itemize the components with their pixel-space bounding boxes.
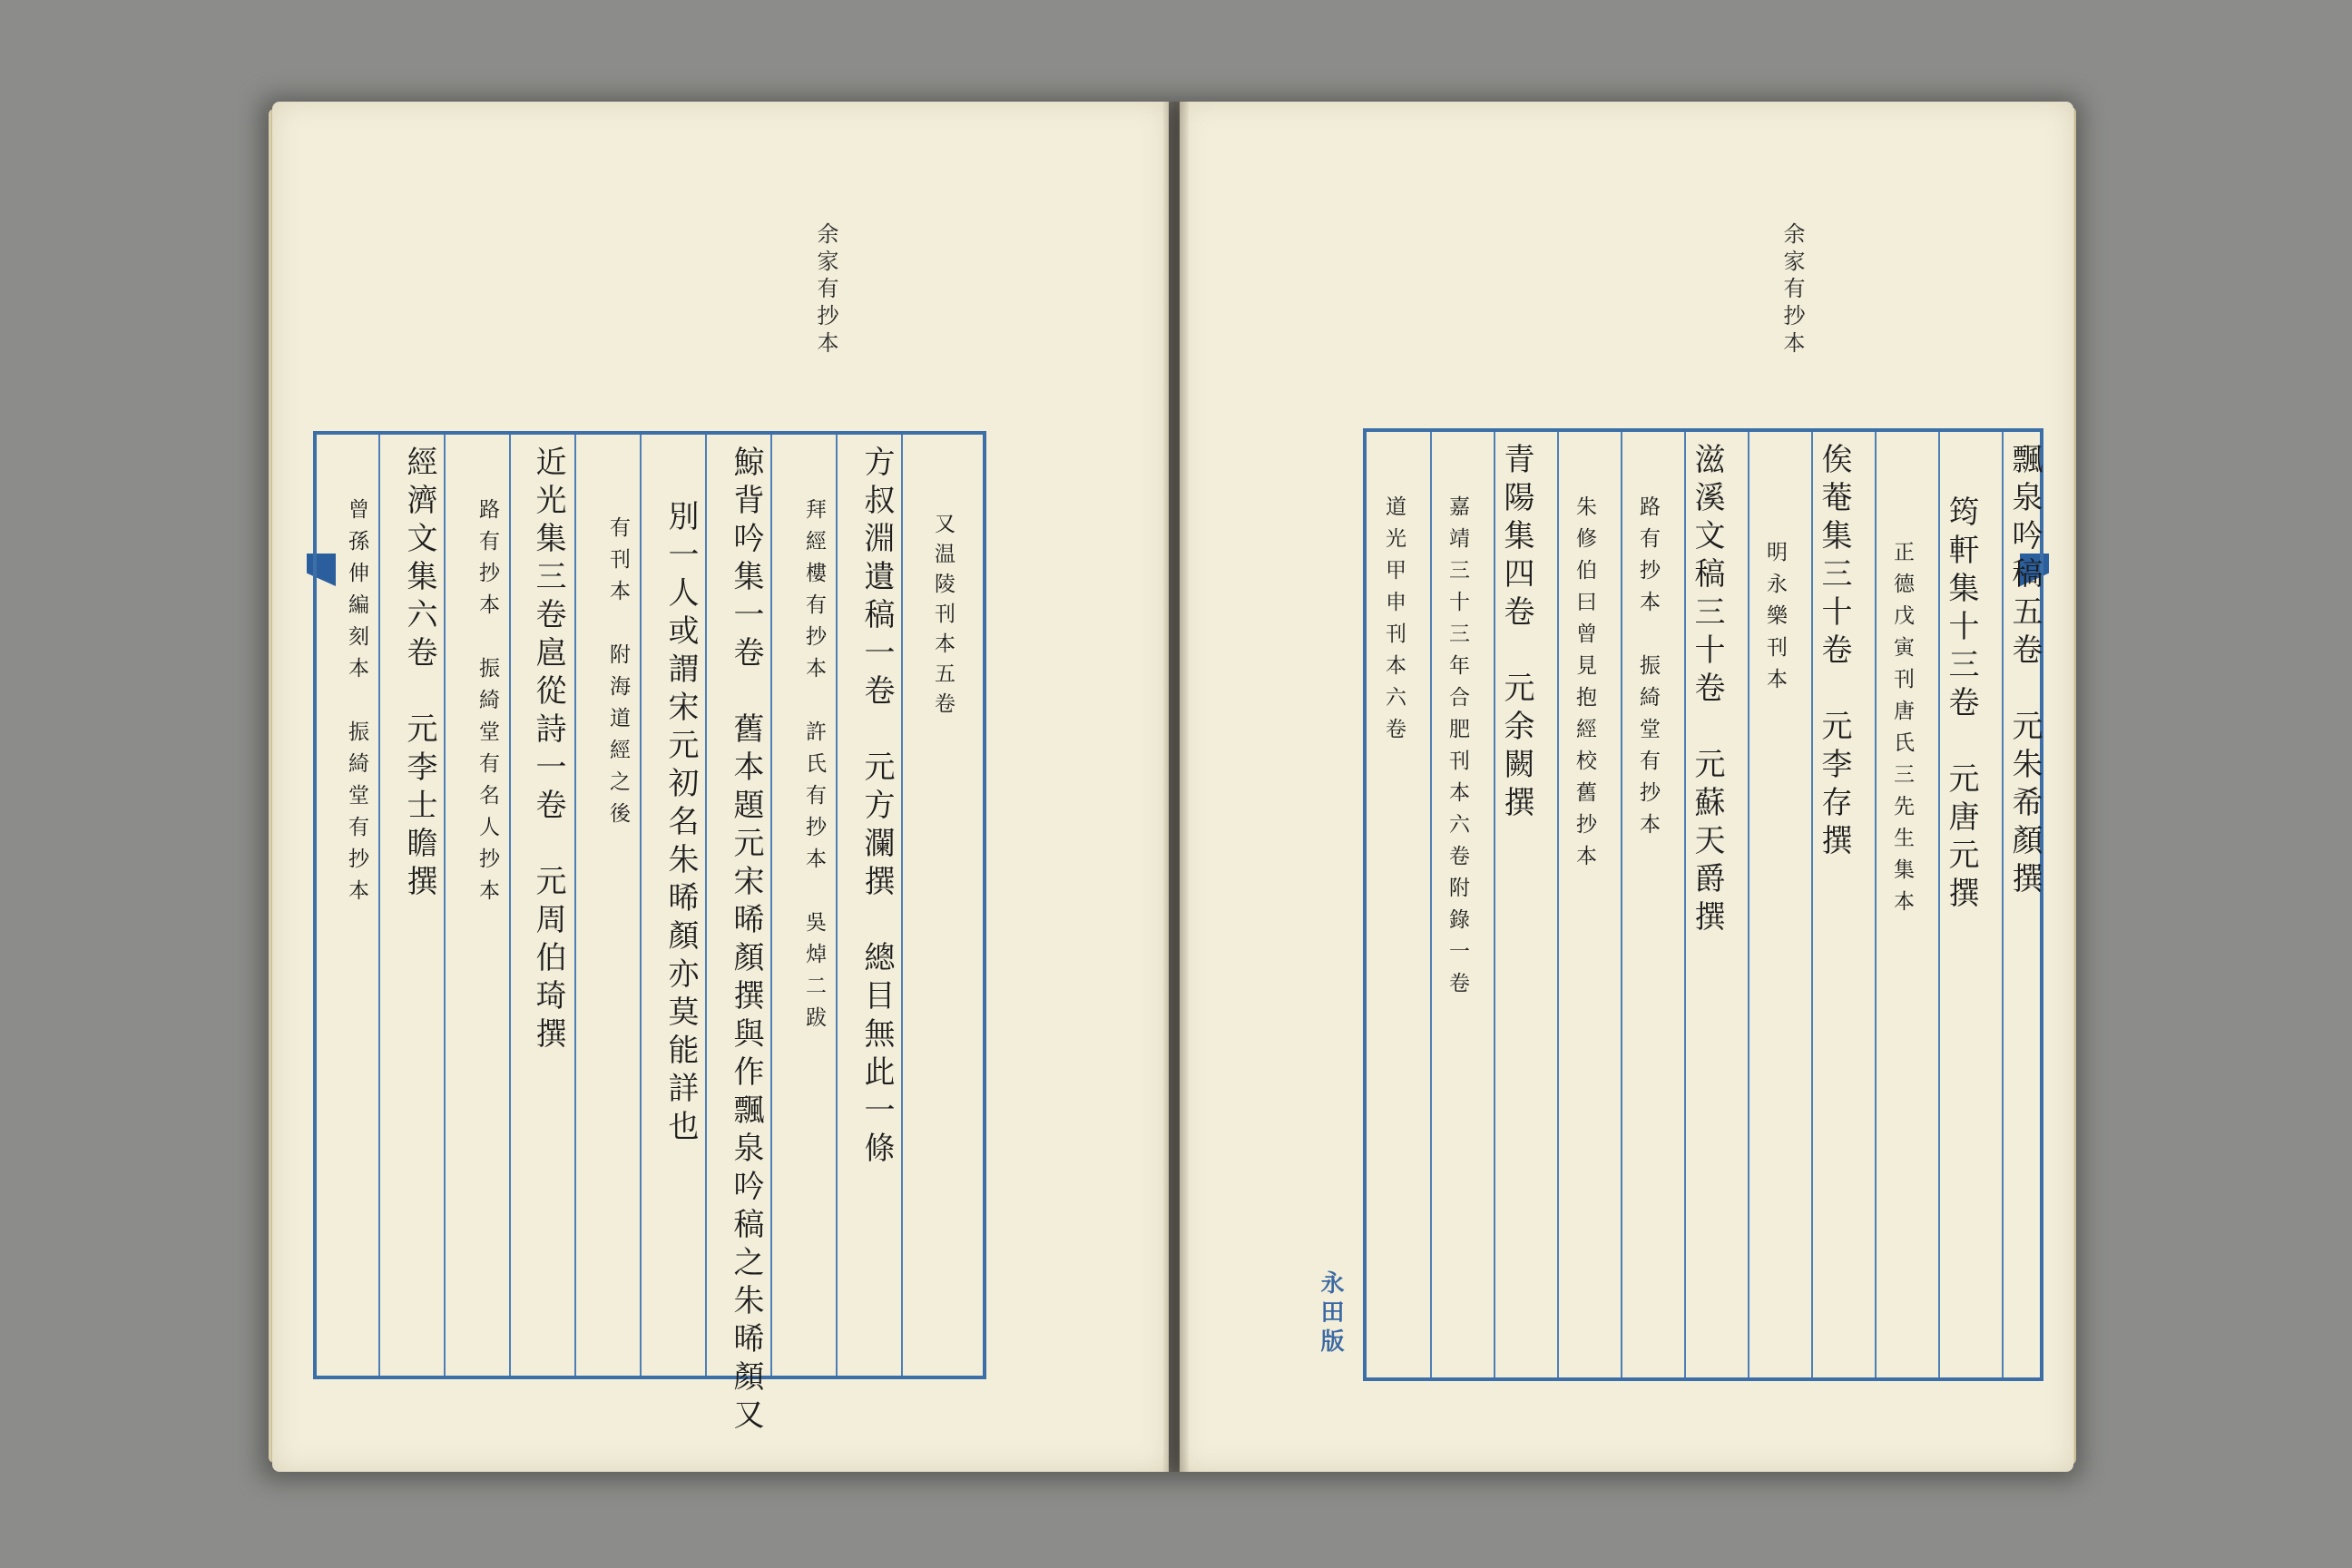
right-col-1: 飄泉吟稿五卷 元朱希顏撰	[2006, 443, 2043, 900]
book-gutter	[1163, 102, 1189, 1472]
right-col-7: 路有抄本 振綺堂有抄本	[1636, 495, 1660, 845]
left-col-3: 拜經樓有抄本 許氏有抄本 吳焯二跋	[802, 498, 826, 1038]
right-col-11: 道光甲申刊本六卷	[1382, 495, 1406, 750]
publisher-mark: 永田版	[1317, 1270, 1344, 1357]
left-col-1: 又温陵刊本五卷	[931, 513, 955, 722]
right-col-3: 正德戊寅刊唐氏三先生集本	[1890, 541, 1914, 922]
right-head-note: 余家有抄本	[1779, 222, 1805, 358]
right-col-9: 青陽集四卷 元余闕撰	[1498, 443, 1534, 824]
right-col-4: 俟菴集三十卷 元李存撰	[1816, 443, 1852, 862]
right-col-10: 嘉靖三十三年合肥刊本六卷附錄一卷	[1446, 495, 1469, 1004]
right-col-6: 滋溪文稿三十卷 元蘇天爵撰	[1689, 443, 1725, 938]
right-col-2: 筠軒集十三卷 元唐元撰	[1943, 495, 1979, 915]
left-col-7: 近光集三卷扈從詩一卷 元周伯琦撰	[530, 446, 566, 1055]
left-col-9: 經濟文集六卷 元李士瞻撰	[401, 446, 437, 903]
right-text-frame	[1363, 428, 2043, 1381]
right-col-5: 明永樂刊本	[1763, 541, 1787, 700]
left-text-frame	[313, 431, 986, 1436]
left-col-2: 方叔淵遺稿一卷 元方瀾撰 總目無此一條	[858, 446, 895, 1170]
left-col-10: 曾孫伸編刻本 振綺堂有抄本	[345, 498, 368, 911]
left-head-note: 余家有抄本	[813, 222, 838, 358]
left-col-8: 路有抄本 振綺堂有名人抄本	[475, 498, 499, 911]
left-col-5: 別一人或謂宋元初名朱晞顏亦莫能詳也	[662, 500, 699, 1148]
left-col-6: 有刊本 附海道經之後	[606, 516, 630, 834]
left-col-4: 鯨背吟集一卷 舊本題元宋晞顏撰與作飄泉吟稿之朱晞顏又	[728, 446, 764, 1436]
right-col-8: 朱修伯曰曾見抱經校舊抄本	[1573, 495, 1596, 877]
